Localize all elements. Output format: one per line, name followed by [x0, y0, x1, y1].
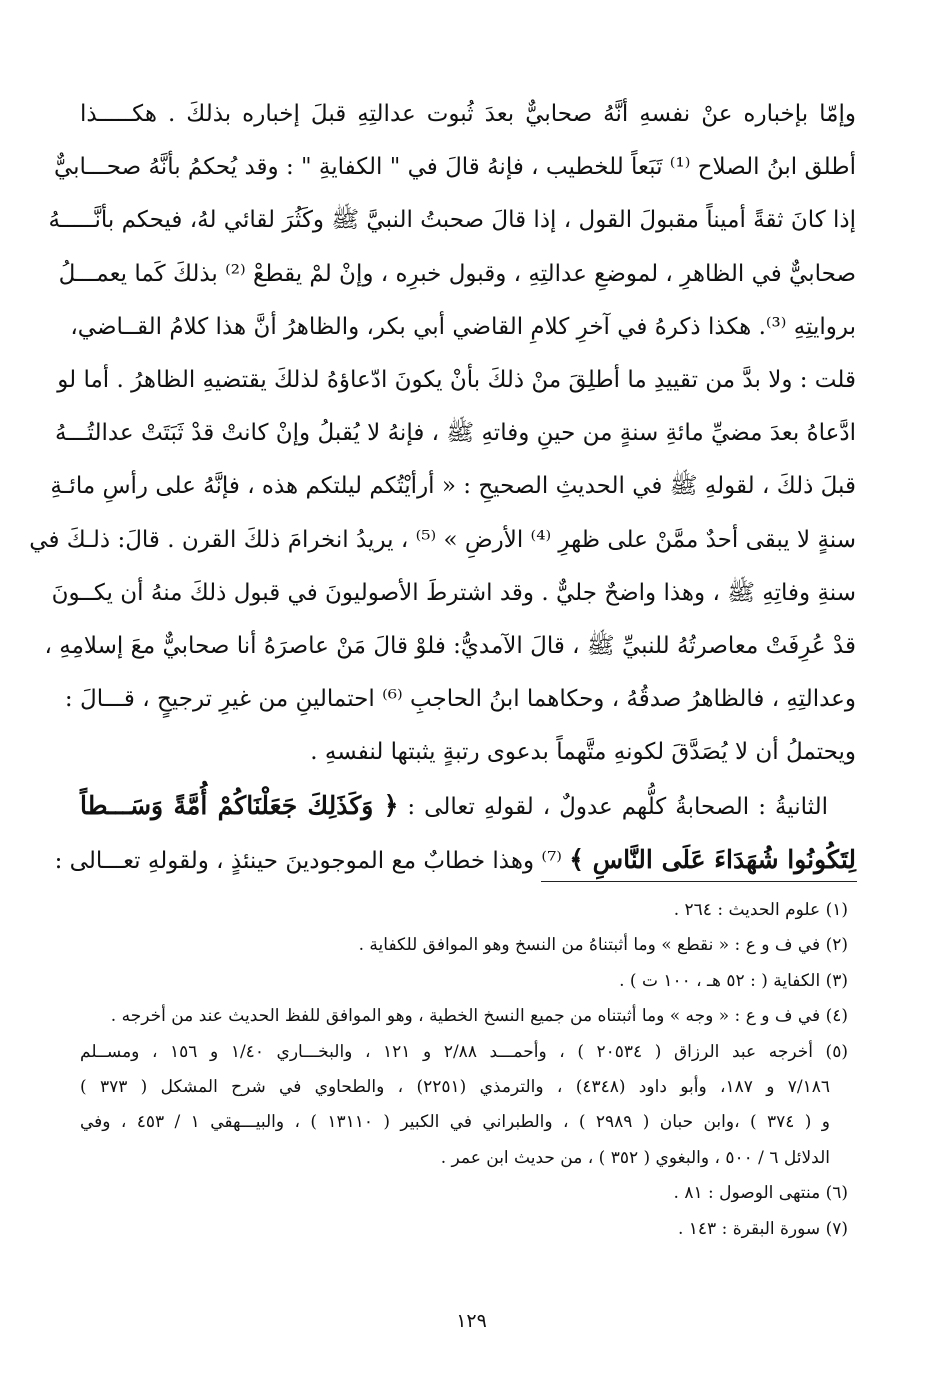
- page-body: [29, 88, 856, 886]
- footnote-divider: [541, 881, 857, 882]
- footnote-5-line-1: (٥) أخرجه عبد الرزاق ( ٢٠٥٣٤ ) ، وأحمـــد ٢/٨٨ و ١٢١ ، والبخـــاري ١/٤٠ و ١٥٦ ، ومســلم: [80, 1041, 848, 1062]
- footnote-6: (٦) منتهى الوصول : ٨١ .: [673, 1183, 848, 1204]
- text-line-2: أطلق ابنُ الصلاح ⁽¹⁾ تَبَعاً للخطيب ، فإنهُ قالَ في " الكفايةِ " : وقد يُحكمُ بأنَّهُ صحـــابيٌّ: [53, 154, 856, 181]
- main-text: [29, 88, 856, 886]
- text-line-1: وإمّا بإخباره عنْ نفسهِ أنَّهُ صحابيٌّ بعدَ ثُبوت عدالتِهِ قبلَ إخباره بذلكَ . هكـــــذا: [80, 101, 856, 127]
- text-line-3: إذا كانَ ثقةً أميناً مقبولَ القول ، إذا قالَ صحبتُ النبيَّ ﷺ وكَثُرَ لقائي لهُ، فيحكم بأنَّـــــهُ: [48, 207, 856, 234]
- footnote-5-line-4: الدلائل ٦ / ٥٠٠ ، والبغوي ( ٣٥٢ ) ، من حديث ابن عمر .: [440, 1147, 830, 1168]
- text-line-8: قبلَ ذلكَ ، لقولهِ ﷺ في الحديثِ الصحيحِ : « أرأيْتُكم ليلتكم هذه ، فإنَّهُ على رأسِ مائـةِ: [50, 473, 856, 500]
- text-line-6: قلت : ولا بدَّ من تقييدِ ما أطلِقَ منْ ذلكَ بأنْ يكونَ ادّعاؤهُ لذلكَ يقتضيهِ الظاهرُ . أما لو: [57, 366, 856, 393]
- text-line-9: سنةٍ لا يبقى أحدٌ ممَّنْ على ظهرِ ⁽⁴⁾ الأرضِ » ⁽⁵⁾ ، يريدُ انخرامَ ذلكَ القرن . قالَ: ذلـكَ في: [29, 526, 856, 553]
- text-line-4: صحابيٌّ في الظاهرِ ، لموضعِ عدالتِهِ ، وقبول خبرِه ، وإنْ لمْ يقطعْ ⁽²⁾ بذلكَ كَما يعمـــلُ: [58, 260, 856, 287]
- quran-verse-part-2: لِتَكُونُوا شُهَدَاءَ عَلَى النَّاسِ ﴾: [569, 844, 856, 874]
- second-para-rest: ⁽⁷⁾ وهذا خطابٌ مع الموجودينَ حينئذٍ ، ولقولهِ تعـــالى :: [54, 847, 570, 874]
- footnote-2: (٢) في ف و ع : « نقطع » وما أثبتناهُ من النسخ وهو الموافق للكفاية .: [358, 935, 848, 956]
- quran-verse-part-1: ﴿ وَكَذَلِكَ جَعَلْنَاكُمْ أُمَّةً وَسَـــطاً: [80, 791, 399, 821]
- second-para-line-2: [54, 833, 856, 886]
- footnote-4: (٤) في ف و ع : « وجه » وما أثبتناه من جميع النسخ الخطية ، وهو الموافق للفظ الحديث عند من أخرجه .: [110, 1006, 848, 1027]
- text-line-7: ادَّعاهُ بعدَ مضيِّ مائةِ سنةٍ من حينِ وفاتهِ ﷺ ، فإنهُ لا يُقبلُ وإنْ كانتْ قدْ ثَبَتَتْ عدالتُـــهُ: [54, 420, 856, 447]
- page-number: ١٢٩: [456, 1310, 487, 1332]
- footnote-3: (٣) الكفاية ( : ٥٢ هـ ، ١٠٠ ت ) .: [619, 970, 848, 991]
- text-line-5: بروايتِهِ ⁽³⁾. هكذا ذكرهُ في آخرِ كلامِ القاضي أبي بكر، والظاهرُ أنَّ هذا كلامُ القــاضي،: [70, 313, 856, 340]
- text-line-11: قدْ عُرِفَتْ معاصرتُهُ للنبيِّ ﷺ ، قالَ الآمديُّ: فلوْ قالَ مَنْ عاصرَهُ أنا صحابيٌّ معَ إسلامِهِ ،: [44, 632, 856, 659]
- footnotes: [80, 893, 848, 1247]
- footnote-7: (٧) سورة البقرة : ١٤٣ .: [677, 1218, 848, 1239]
- footnote-5-line-3: و ( ٣٧٤ ) ،وابن حبان ( ٢٩٨٩ ) ، والطبراني في الكبير ( ١٣١١٠ ) ، والبيـــهقي ١ / ٤٥٣ ، وفي: [80, 1112, 830, 1133]
- text-line-13: ويحتملُ أن لا يُصَدَّقَ لكونهِ متَّهماً بدعوى رتبةٍ يثبتها لنفسهِ .: [310, 739, 856, 766]
- footnote-1: (١) علوم الحديث : ٢٦٤ .: [673, 900, 848, 920]
- text-line-12: وعدالتِهِ ، فالظاهرُ صدقُهُ ، وحكاهما ابنُ الحاجبِ ⁽⁶⁾ احتمالينِ من غيرِ ترجيحٍ ، قـــالَ :: [64, 686, 856, 713]
- text-line-10: سنةِ وفاتِهِ ﷺ ، وهذا واضحٌ جليٌّ . وقد اشترطَ الأصوليونَ في قبول ذلكَ منهُ أن يكــونَ: [51, 579, 856, 606]
- second-para-lead: الثانيةُ : الصحابةُ كلُّهم عدولٌ ، لقولهِ تعالى :: [398, 794, 828, 821]
- footnote-5-line-2: ٧/١٨٦ و ١٨٧، وأبو داود (٤٣٤٨) ، والترمذي (٢٢٥١) ، والطحاوي في شرح المشكل ( ٣٧٣ ): [80, 1076, 830, 1097]
- second-para-line-1: [80, 779, 856, 832]
